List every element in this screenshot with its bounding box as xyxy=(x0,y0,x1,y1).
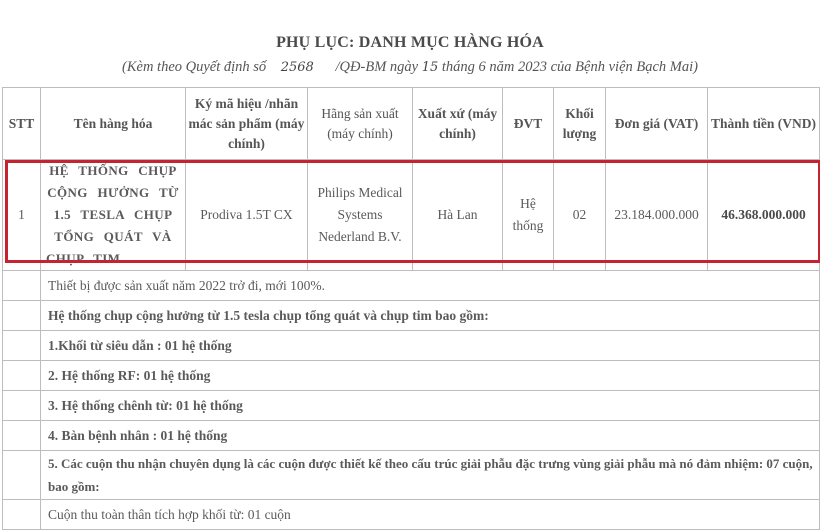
cell-unit: Hệ thống xyxy=(503,160,554,271)
spec-text: Thiết bị được sản xuất năm 2022 trở đi, mới 100%. xyxy=(41,271,820,301)
spec-blank-cell xyxy=(3,500,41,530)
spec-row xyxy=(3,421,820,451)
cell-manufacturer: Philips Medical Systems Nederland B.V. xyxy=(308,160,413,271)
header-stt: STT xyxy=(3,88,41,160)
header-quantity: Khối lượng xyxy=(554,88,606,160)
header-unit: ĐVT xyxy=(503,88,554,160)
header-name: Tên hàng hóa xyxy=(41,88,186,160)
header-origin: Xuất xứ (máy chính) xyxy=(413,88,503,160)
spec-row xyxy=(3,451,820,500)
cell-unit-price: 23.184.000.000 xyxy=(606,160,708,271)
spec-blank-cell xyxy=(3,421,41,451)
spec-blank-cell xyxy=(3,271,41,301)
header-model: Ký mã hiệu /nhãn mác sản phẩm (máy chính) xyxy=(186,88,308,160)
subtitle-suffix: tháng 6 năm 2023 của Bệnh viện Bạch Mai) xyxy=(441,59,698,75)
spec-text: Cuộn thu toàn thân tích hợp khối từ: 01 cuộn xyxy=(41,500,820,530)
spec-row xyxy=(3,391,820,421)
header-manufacturer: Hãng sản xuất (máy chính) xyxy=(308,88,413,160)
spec-row xyxy=(3,500,820,530)
spec-text: 3. Hệ thống chênh từ: 01 hệ thống xyxy=(41,391,820,421)
cell-origin: Hà Lan xyxy=(413,160,503,271)
table-row xyxy=(3,160,820,271)
subtitle-mid: /QĐ-BM ngày xyxy=(335,59,419,75)
spec-blank-cell xyxy=(3,301,41,331)
decision-day: 15 xyxy=(421,60,439,75)
cell-total: 46.368.000.000 xyxy=(708,160,820,271)
spec-row xyxy=(3,331,820,361)
spec-blank-cell xyxy=(3,331,41,361)
subtitle-prefix: (Kèm theo Quyết định số xyxy=(122,59,267,75)
cell-quantity: 02 xyxy=(554,160,606,271)
spec-text: 5. Các cuộn thu nhận chuyên dụng là các cuộn được thiết kế theo cấu trúc giải phẫu đặc trưng vùng giải phẫu mà nó đảm nhiệm: 07 cuộn, bao gồm: xyxy=(41,451,820,500)
cell-name: HỆ THỐNG CHỤP CỘNG HƯỞNG TỪ 1.5 TESLA CHỤP TỔNG QUÁT VÀ CHỤP TIM xyxy=(41,160,186,271)
spec-row xyxy=(3,301,820,331)
spec-text: 4. Bàn bệnh nhân : 01 hệ thống xyxy=(41,421,820,451)
document-title: PHỤ LỤC: DANH MỤC HÀNG HÓA xyxy=(276,34,544,51)
cell-model: Prodiva 1.5T CX xyxy=(186,160,308,271)
decision-number: 2568 xyxy=(280,60,314,75)
spec-blank-cell xyxy=(3,361,41,391)
spec-text: Hệ thống chụp cộng hưởng từ 1.5 tesla chụp tổng quát và chụp tim bao gồm: xyxy=(41,301,820,331)
spec-blank-cell xyxy=(3,391,41,421)
spec-row xyxy=(3,271,820,301)
table-header-row xyxy=(3,88,820,160)
document-subtitle xyxy=(0,59,820,76)
spec-row xyxy=(3,361,820,391)
goods-table xyxy=(2,87,820,530)
cell-stt: 1 xyxy=(3,160,41,271)
spec-text: 2. Hệ thống RF: 01 hệ thống xyxy=(41,361,820,391)
spec-text: 1.Khối từ siêu dẫn : 01 hệ thống xyxy=(41,331,820,361)
spec-blank-cell xyxy=(3,451,41,500)
header-total: Thành tiền (VND) xyxy=(708,88,820,160)
header-unit-price: Đơn giá (VAT) xyxy=(606,88,708,160)
